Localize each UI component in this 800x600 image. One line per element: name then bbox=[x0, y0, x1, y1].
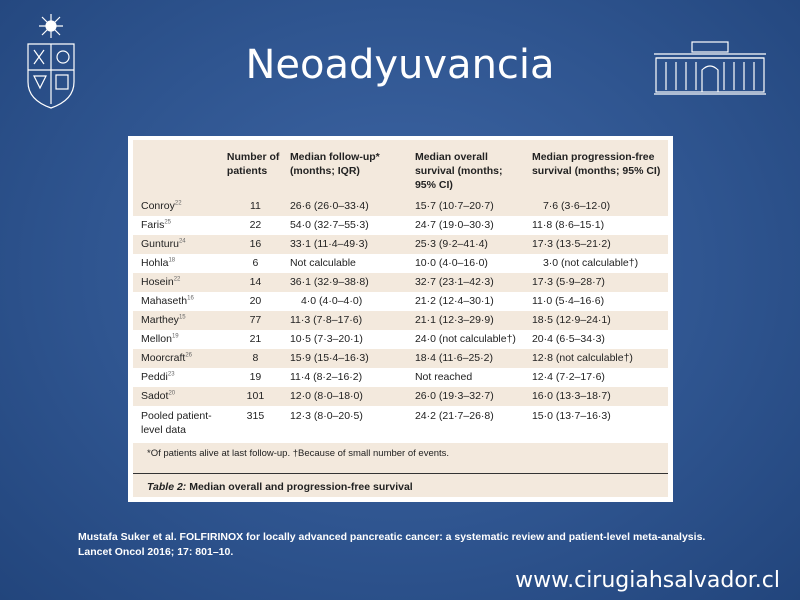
pfs-value: 12·8 (not calculable†) bbox=[531, 352, 633, 364]
patients-count: 6 bbox=[252, 257, 259, 269]
os-value: 18·4 (11·6–25·2) bbox=[414, 352, 493, 364]
os-value: 10·0 (4·0–16·0) bbox=[414, 257, 488, 269]
table-row bbox=[133, 330, 668, 349]
table-divider bbox=[133, 473, 668, 474]
table-row bbox=[133, 254, 668, 273]
study-name: Moorcraft$^{26}$ bbox=[141, 352, 193, 364]
followup-value: 10·5 (7·3–20·1) bbox=[289, 333, 363, 345]
table-row bbox=[133, 349, 668, 368]
os-value: 25·3 (9·2–41·4) bbox=[414, 238, 488, 250]
header-overall-survival: Median overall survival (months; 95% CI) bbox=[414, 151, 503, 191]
header-patients: Number of patients bbox=[226, 151, 280, 177]
patients-count: 101 bbox=[246, 390, 265, 402]
os-value: Not reached bbox=[414, 371, 473, 383]
table-row-pooled bbox=[133, 406, 668, 443]
pfs-value: 20·4 (6·5–34·3) bbox=[531, 333, 605, 345]
table-row bbox=[133, 292, 668, 311]
table-row bbox=[133, 216, 668, 235]
os-value: 24·2 (21·7–26·8) bbox=[414, 410, 494, 422]
followup-value: 11·3 (7·8–17·6) bbox=[289, 314, 363, 326]
followup-value: 54·0 (32·7–55·3) bbox=[289, 219, 369, 231]
followup-value: 33·1 (11·4–49·3) bbox=[289, 238, 368, 250]
pfs-value: 15·0 (13·7–16·3) bbox=[531, 410, 611, 422]
patients-count: 77 bbox=[249, 314, 262, 326]
os-value: 24·0 (not calculable†) bbox=[414, 333, 516, 345]
followup-value: 26·6 (26·0–33·4) bbox=[289, 200, 369, 212]
study-name: Conroy$^{22}$ bbox=[141, 200, 182, 212]
slide-title: Neoadyuvancia bbox=[245, 42, 555, 88]
pfs-value: 16·0 (13·3–18·7) bbox=[531, 390, 611, 402]
pfs-value: 7·6 (3·6–12·0) bbox=[542, 200, 611, 212]
patients-count: 8 bbox=[252, 352, 259, 364]
os-value: 21·1 (12·3–29·9) bbox=[414, 314, 494, 326]
study-name: Mahaseth$^{16}$ bbox=[141, 295, 194, 307]
study-name: Marthey$^{15}$ bbox=[141, 314, 186, 326]
patients-count: 20 bbox=[249, 295, 262, 307]
study-name: Faris$^{25}$ bbox=[141, 219, 172, 231]
study-name: Sadot$^{20}$ bbox=[141, 390, 176, 402]
pfs-value: 17·3 (13·5–21·2) bbox=[531, 238, 611, 250]
study-name: Peddi$^{23}$ bbox=[141, 371, 175, 383]
header-progression-free-survival: Median progression-free survival (months; 95% CI) bbox=[531, 151, 661, 177]
patients-count: 19 bbox=[249, 371, 262, 383]
table-row bbox=[133, 273, 668, 292]
survival-table bbox=[133, 140, 668, 443]
table-caption-label: Table 2: bbox=[147, 481, 187, 493]
header-study bbox=[133, 140, 224, 197]
table-row bbox=[133, 197, 668, 216]
table-caption bbox=[147, 481, 413, 493]
table-footnote: *Of patients alive at last follow-up. †Because of small number of events. bbox=[147, 448, 450, 459]
pfs-value: 11·8 (8·6–15·1) bbox=[531, 219, 605, 231]
patients-count: 21 bbox=[249, 333, 262, 345]
patients-count: 11 bbox=[249, 200, 261, 212]
os-value: 26·0 (19·3–32·7) bbox=[414, 390, 494, 402]
table-row bbox=[133, 368, 668, 387]
table-row bbox=[133, 311, 668, 330]
table-caption-text: Median overall and progression-free survival bbox=[189, 481, 413, 493]
patients-count: 315 bbox=[246, 410, 265, 422]
patients-count: 16 bbox=[249, 238, 262, 250]
pfs-value: 17·3 (5·9–28·7) bbox=[531, 276, 605, 288]
os-value: 15·7 (10·7–20·7) bbox=[414, 200, 494, 212]
os-value: 32·7 (23·1–42·3) bbox=[414, 276, 494, 288]
survival-table-card bbox=[128, 136, 673, 502]
survival-table-panel bbox=[133, 140, 668, 497]
followup-value: 12·0 (8·0–18·0) bbox=[289, 390, 363, 402]
website-url: www.cirugiahsalvador.cl bbox=[515, 568, 780, 593]
study-name: Pooled patient-level data bbox=[141, 410, 212, 436]
citation-reference: Mustafa Suker et al. FOLFIRINOX for locally advanced pancreatic cancer: a systematic review and patient-level meta-analysis. Lancet Oncol 2016; 17: 801–10. bbox=[78, 531, 706, 558]
os-value: 24·7 (19·0–30·3) bbox=[414, 219, 494, 231]
table-row bbox=[133, 387, 668, 406]
header-followup: Median follow-up* (months; IQR) bbox=[289, 151, 380, 177]
followup-value: 12·3 (8·0–20·5) bbox=[289, 410, 363, 422]
patients-count: 22 bbox=[249, 219, 262, 231]
study-name: Gunturu$^{24}$ bbox=[141, 238, 186, 250]
study-name: Mellon$^{19}$ bbox=[141, 333, 179, 345]
patients-count: 14 bbox=[249, 276, 262, 288]
followup-value: 11·4 (8·2–16·2) bbox=[289, 371, 363, 383]
followup-value: Not calculable bbox=[289, 257, 356, 269]
study-name: Hosein$^{22}$ bbox=[141, 276, 181, 288]
followup-value: 36·1 (32·9–38·8) bbox=[289, 276, 369, 288]
table-row bbox=[133, 235, 668, 254]
study-name: Hohla$^{18}$ bbox=[141, 257, 176, 269]
pfs-value: 3·0 (not calculable†) bbox=[542, 257, 639, 269]
followup-value: 4·0 (4·0–4·0) bbox=[300, 295, 363, 307]
os-value: 21·2 (12·4–30·1) bbox=[414, 295, 494, 307]
pfs-value: 11·0 (5·4–16·6) bbox=[531, 295, 605, 307]
pfs-value: 12·4 (7·2–17·6) bbox=[531, 371, 605, 383]
table-header-row bbox=[133, 140, 668, 197]
followup-value: 15·9 (15·4–16·3) bbox=[289, 352, 369, 364]
pfs-value: 18·5 (12·9–24·1) bbox=[531, 314, 611, 326]
